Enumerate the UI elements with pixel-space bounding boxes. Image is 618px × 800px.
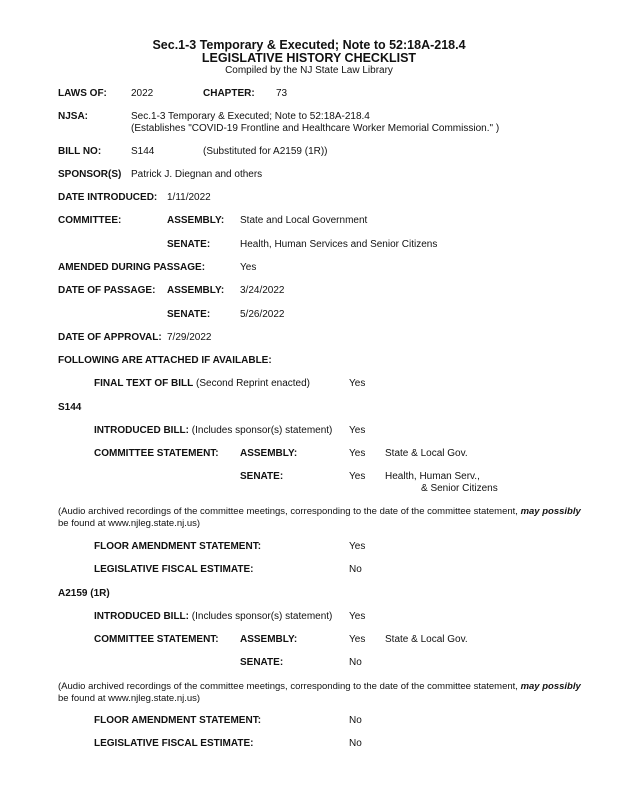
final-text-row: [94, 378, 310, 390]
final-text-label: FINAL TEXT OF BILL: [94, 378, 194, 389]
a2159-assembly-label: ASSEMBLY:: [240, 634, 298, 645]
s144-heading: S144: [58, 402, 82, 413]
s144-audio-note-line1: [58, 506, 581, 518]
a2159-committee-label: COMMITTEE STATEMENT:: [94, 634, 219, 645]
a2159-assembly-value: Yes: [349, 634, 366, 645]
chapter-label: CHAPTER:: [203, 88, 255, 99]
amended-value: Yes: [240, 262, 257, 273]
a2159-floor-label: FLOOR AMENDMENT STATEMENT:: [94, 715, 262, 726]
s144-senate-committee-2: & Senior Citizens: [421, 483, 498, 494]
sponsor-label: SPONSOR(S): [58, 169, 122, 180]
sponsor-value: Patrick J. Diegnan and others: [131, 169, 263, 180]
committee-assembly-label: ASSEMBLY:: [167, 215, 225, 226]
a2159-introduced-label: INTRODUCED BILL:: [94, 611, 189, 622]
passage-assembly-value: 3/24/2022: [240, 285, 285, 296]
s144-introduced-row: [94, 425, 332, 437]
s144-committee-label: COMMITTEE STATEMENT:: [94, 448, 219, 459]
s144-assembly-label: ASSEMBLY:: [240, 448, 298, 459]
committee-label: COMMITTEE:: [58, 215, 122, 226]
committee-assembly-value: State and Local Government: [240, 215, 368, 226]
s144-floor-label: FLOOR AMENDMENT STATEMENT:: [94, 541, 262, 552]
approval-label: DATE OF APPROVAL:: [58, 332, 162, 343]
njsa-label: NJSA:: [58, 111, 89, 122]
laws-of-label: LAWS OF:: [58, 88, 107, 99]
s144-introduced-label: INTRODUCED BILL:: [94, 425, 189, 436]
compiled-by: Compiled by the NJ State Law Library: [225, 65, 393, 76]
s144-fiscal-value: No: [349, 564, 362, 575]
passage-senate-label: SENATE:: [167, 309, 211, 320]
s144-assembly-committee: State & Local Gov.: [385, 448, 468, 459]
date-introduced-label: DATE INTRODUCED:: [58, 192, 158, 203]
a2159-heading: A2159 (1R): [58, 588, 110, 599]
date-introduced-value: 1/11/2022: [167, 192, 211, 203]
document-title: Sec.1-3 Temporary & Executed; Note to 52:18A-218.4: [152, 38, 466, 52]
a2159-audio-note-text: (Audio archived recordings of the committee meetings, corresponding to the date of the committee statement,: [58, 681, 521, 692]
s144-audio-note-emphasis: may possibly: [520, 506, 581, 517]
amended-label: AMENDED DURING PASSAGE:: [58, 262, 206, 273]
a2159-senate-value: No: [349, 657, 362, 668]
passage-label: DATE OF PASSAGE:: [58, 285, 156, 296]
s144-introduced-note: (Includes sponsor(s) statement): [189, 425, 333, 436]
a2159-introduced-row: [94, 611, 332, 623]
a2159-introduced-note: (Includes sponsor(s) statement): [189, 611, 333, 622]
a2159-fiscal-label: LEGISLATIVE FISCAL ESTIMATE:: [94, 738, 254, 749]
a2159-introduced-value: Yes: [349, 611, 366, 622]
final-text-value: Yes: [349, 378, 366, 389]
s144-senate-committee-1: Health, Human Serv.,: [385, 471, 480, 482]
passage-assembly-label: ASSEMBLY:: [167, 285, 225, 296]
a2159-assembly-committee: State & Local Gov.: [385, 634, 468, 645]
passage-senate-value: 5/26/2022: [240, 309, 285, 320]
s144-introduced-value: Yes: [349, 425, 366, 436]
approval-value: 7/29/2022: [167, 332, 212, 343]
s144-senate-label: SENATE:: [240, 471, 284, 482]
bill-no-value: S144: [131, 146, 155, 157]
s144-senate-value: Yes: [349, 471, 366, 482]
s144-audio-note-line2: be found at www.njleg.state.nj.us): [58, 518, 201, 529]
a2159-senate-label: SENATE:: [240, 657, 284, 668]
njsa-line1: Sec.1-3 Temporary & Executed; Note to 52:18A-218.4: [131, 111, 370, 122]
s144-assembly-value: Yes: [349, 448, 366, 459]
chapter-value: 73: [276, 88, 288, 99]
a2159-floor-value: No: [349, 715, 362, 726]
bill-no-note: (Substituted for A2159 (1R)): [203, 146, 328, 157]
laws-of-value: 2022: [131, 88, 154, 99]
a2159-audio-note-line2: be found at www.njleg.state.nj.us): [58, 693, 201, 704]
njsa-line2: (Establishes "COVID-19 Frontline and Healthcare Worker Memorial Commission." ): [131, 123, 500, 134]
attached-label: FOLLOWING ARE ATTACHED IF AVAILABLE:: [58, 355, 272, 366]
s144-fiscal-label: LEGISLATIVE FISCAL ESTIMATE:: [94, 564, 254, 575]
s144-floor-value: Yes: [349, 541, 366, 552]
a2159-audio-note-line1: [58, 681, 581, 693]
committee-senate-value: Health, Human Services and Senior Citizens: [240, 239, 438, 250]
committee-senate-label: SENATE:: [167, 239, 211, 250]
a2159-audio-note-emphasis: may possibly: [520, 681, 581, 692]
final-text-note: (Second Reprint enacted): [193, 378, 310, 389]
s144-audio-note-text: (Audio archived recordings of the committee meetings, corresponding to the date of the committee statement,: [58, 506, 521, 517]
bill-no-label: BILL NO:: [58, 146, 102, 157]
document-subtitle: LEGISLATIVE HISTORY CHECKLIST: [201, 51, 417, 65]
a2159-fiscal-value: No: [349, 738, 362, 749]
